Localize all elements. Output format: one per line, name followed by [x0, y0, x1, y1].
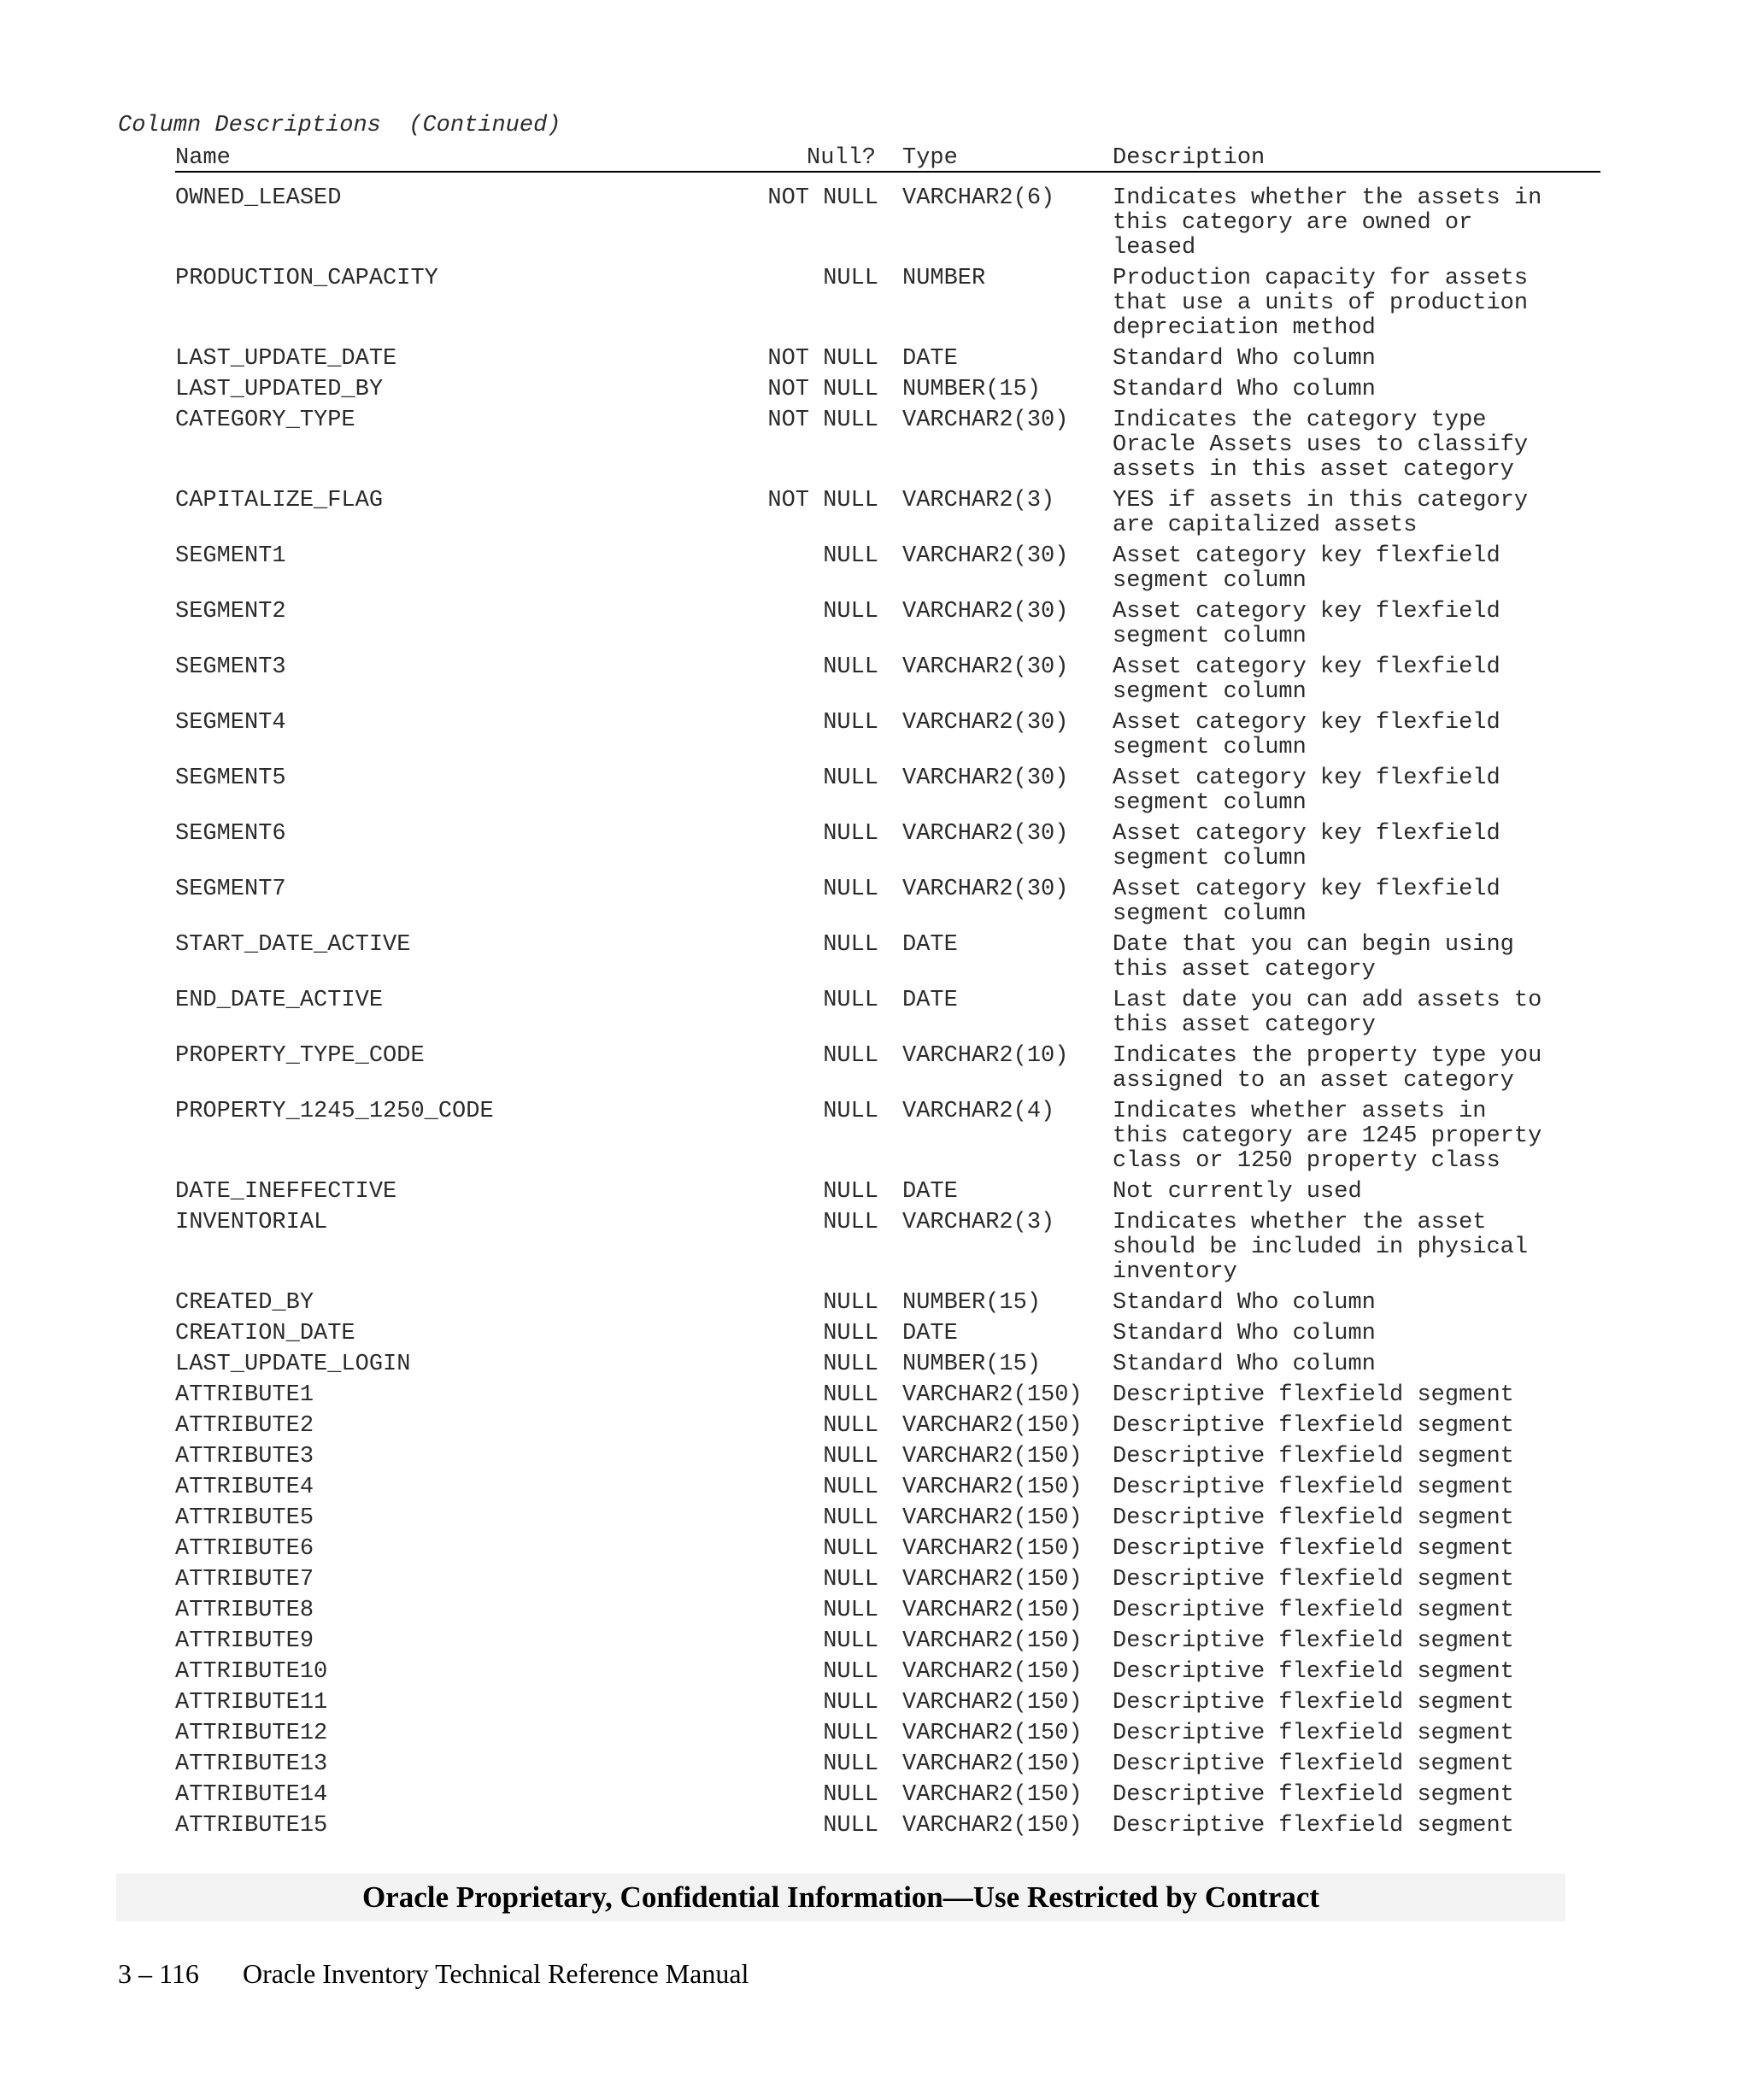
column-name-cell: ATTRIBUTE4	[175, 1475, 314, 1500]
data-type-cell: VARCHAR2(30)	[902, 599, 1069, 625]
column-name-cell: SEGMENT7	[175, 877, 286, 902]
data-type-cell: NUMBER(15)	[902, 1352, 1042, 1377]
nullable-cell: NULL	[823, 1444, 878, 1469]
data-type-cell: VARCHAR2(30)	[902, 877, 1069, 902]
description-cell: YES if assets in this category are capitalized assets	[1113, 488, 1529, 538]
column-name-cell: ATTRIBUTE10	[175, 1659, 328, 1685]
description-cell: Asset category key flexfield segment column	[1113, 710, 1500, 760]
table-row	[0, 933, 1750, 983]
table-row	[0, 600, 1750, 649]
description-cell: Standard Who column	[1113, 1352, 1376, 1377]
table-row	[0, 489, 1750, 538]
nullable-cell: NULL	[823, 710, 878, 736]
column-name-cell: ATTRIBUTE3	[175, 1444, 314, 1469]
column-name-cell: ATTRIBUTE2	[175, 1413, 314, 1439]
nullable-cell: NULL	[823, 1321, 878, 1346]
column-header-description: Description	[1113, 145, 1266, 171]
nullable-cell: NULL	[823, 821, 878, 847]
nullable-cell: NULL	[823, 654, 878, 680]
data-type-cell: VARCHAR2(150)	[902, 1628, 1083, 1654]
nullable-cell: NULL	[823, 1505, 878, 1531]
data-type-cell: NUMBER(15)	[902, 377, 1042, 402]
data-type-cell: VARCHAR2(30)	[902, 821, 1069, 847]
table-row	[0, 877, 1750, 927]
page-number: 3 – 116	[118, 1958, 199, 1989]
column-name-cell: PROPERTY_TYPE_CODE	[175, 1043, 425, 1069]
column-name-cell: INVENTORIAL	[175, 1210, 328, 1235]
column-name-cell: ATTRIBUTE12	[175, 1721, 328, 1746]
column-header-type: Type	[902, 145, 958, 171]
data-type-cell: VARCHAR2(30)	[902, 710, 1069, 736]
nullable-cell: NULL	[823, 1628, 878, 1654]
data-type-cell: DATE	[902, 1321, 958, 1346]
description-cell: Last date you can add assets to this asset category	[1113, 988, 1542, 1038]
description-cell: Indicates the category type Oracle Assets uses to classify assets in this asset category	[1113, 408, 1529, 483]
table-row	[0, 1691, 1750, 1716]
column-name-cell: CAPITALIZE_FLAG	[175, 488, 384, 513]
table-row	[0, 1383, 1750, 1408]
nullable-cell: NULL	[823, 1690, 878, 1716]
column-name-cell: ATTRIBUTE13	[175, 1751, 328, 1777]
data-type-cell: VARCHAR2(3)	[902, 1210, 1055, 1235]
description-cell: Descriptive flexfield segment	[1113, 1659, 1514, 1685]
description-cell: Descriptive flexfield segment	[1113, 1782, 1514, 1808]
description-cell: Descriptive flexfield segment	[1113, 1690, 1514, 1716]
description-cell: Descriptive flexfield segment	[1113, 1382, 1514, 1408]
nullable-cell: NULL	[823, 1099, 878, 1124]
column-table-body	[0, 186, 1750, 1845]
column-name-cell: ATTRIBUTE5	[175, 1505, 314, 1531]
column-name-cell: ATTRIBUTE8	[175, 1598, 314, 1623]
description-cell: Asset category key flexfield segment column	[1113, 654, 1500, 705]
nullable-cell: NULL	[823, 1210, 878, 1235]
column-name-cell: CATEGORY_TYPE	[175, 408, 355, 433]
data-type-cell: VARCHAR2(150)	[902, 1751, 1083, 1777]
column-name-cell: PRODUCTION_CAPACITY	[175, 266, 438, 291]
nullable-cell: NULL	[823, 1536, 878, 1562]
nullable-cell: NULL	[823, 1751, 878, 1777]
column-name-cell: END_DATE_ACTIVE	[175, 988, 384, 1013]
data-type-cell: VARCHAR2(150)	[902, 1659, 1083, 1685]
column-name-cell: ATTRIBUTE7	[175, 1567, 314, 1593]
nullable-cell: NOT NULL	[767, 408, 878, 433]
description-cell: Indicates whether the asset should be included in physical inventory	[1113, 1210, 1529, 1285]
description-cell: Standard Who column	[1113, 1321, 1376, 1346]
column-name-cell: ATTRIBUTE11	[175, 1690, 328, 1716]
data-type-cell: DATE	[902, 988, 958, 1013]
description-cell: Descriptive flexfield segment	[1113, 1567, 1514, 1593]
data-type-cell: VARCHAR2(30)	[902, 408, 1069, 433]
table-row	[0, 186, 1750, 261]
nullable-cell: NULL	[823, 988, 878, 1013]
description-cell: Descriptive flexfield segment	[1113, 1413, 1514, 1439]
manual-title: Oracle Inventory Technical Reference Manual	[243, 1958, 749, 1989]
data-type-cell: VARCHAR2(150)	[902, 1475, 1083, 1500]
column-name-cell: SEGMENT5	[175, 766, 286, 791]
table-row	[0, 408, 1750, 483]
nullable-cell: NOT NULL	[767, 488, 878, 513]
data-type-cell: VARCHAR2(3)	[902, 488, 1055, 513]
table-row	[0, 267, 1750, 341]
table-row	[0, 822, 1750, 871]
table-row	[0, 711, 1750, 760]
table-row	[0, 1180, 1750, 1205]
column-header-name: Name	[175, 145, 231, 171]
data-type-cell: VARCHAR2(30)	[902, 654, 1069, 680]
data-type-cell: VARCHAR2(150)	[902, 1721, 1083, 1746]
table-row	[0, 1506, 1750, 1531]
description-cell: Asset category key flexfield segment column	[1113, 766, 1500, 816]
nullable-cell: NULL	[823, 599, 878, 625]
nullable-cell: NULL	[823, 1043, 878, 1069]
table-row	[0, 1660, 1750, 1685]
nullable-cell: NULL	[823, 1567, 878, 1593]
description-cell: Indicates whether assets in this category are 1245 property class or 1250 property class	[1113, 1099, 1542, 1174]
description-cell: Indicates whether the assets in this category are owned or leased	[1113, 185, 1542, 261]
data-type-cell: NUMBER(15)	[902, 1290, 1042, 1316]
nullable-cell: NULL	[823, 1659, 878, 1685]
data-type-cell: VARCHAR2(150)	[902, 1567, 1083, 1593]
column-name-cell: LAST_UPDATE_LOGIN	[175, 1352, 411, 1377]
data-type-cell: DATE	[902, 1179, 958, 1205]
table-row	[0, 988, 1750, 1038]
description-cell: Indicates the property type you assigned to an asset category	[1113, 1043, 1542, 1094]
confidentiality-banner: Oracle Proprietary, Confidential Information––Use Restricted by Contract	[116, 1874, 1565, 1921]
column-name-cell: CREATION_DATE	[175, 1321, 355, 1346]
nullable-cell: NOT NULL	[767, 377, 878, 402]
description-cell: Descriptive flexfield segment	[1113, 1444, 1514, 1469]
nullable-cell: NULL	[823, 1179, 878, 1205]
table-row	[0, 1445, 1750, 1469]
table-row	[0, 1414, 1750, 1439]
description-cell: Standard Who column	[1113, 377, 1376, 402]
data-type-cell: DATE	[902, 346, 958, 372]
table-row	[0, 1568, 1750, 1593]
nullable-cell: NULL	[823, 1352, 878, 1377]
column-name-cell: ATTRIBUTE9	[175, 1628, 314, 1654]
column-header-null: Null?	[807, 145, 877, 171]
nullable-cell: NULL	[823, 1782, 878, 1808]
description-cell: Descriptive flexfield segment	[1113, 1721, 1514, 1746]
description-cell: Asset category key flexfield segment column	[1113, 877, 1500, 927]
table-row	[0, 1629, 1750, 1654]
table-row	[0, 1475, 1750, 1500]
column-name-cell: START_DATE_ACTIVE	[175, 932, 411, 958]
table-row	[0, 1598, 1750, 1623]
nullable-cell: NULL	[823, 1413, 878, 1439]
nullable-cell: NULL	[823, 1598, 878, 1623]
table-row	[0, 1322, 1750, 1346]
description-cell: Asset category key flexfield segment column	[1113, 821, 1500, 871]
table-row	[0, 1100, 1750, 1174]
nullable-cell: NULL	[823, 1475, 878, 1500]
description-cell: Descriptive flexfield segment	[1113, 1628, 1514, 1654]
column-name-cell: SEGMENT4	[175, 710, 286, 736]
column-name-cell: SEGMENT2	[175, 599, 286, 625]
data-type-cell: VARCHAR2(150)	[902, 1444, 1083, 1469]
table-row	[0, 1752, 1750, 1777]
description-cell: Descriptive flexfield segment	[1113, 1751, 1514, 1777]
table-row	[0, 1291, 1750, 1316]
nullable-cell: NULL	[823, 1382, 878, 1408]
data-type-cell: NUMBER	[902, 266, 986, 291]
nullable-cell: NULL	[823, 932, 878, 958]
data-type-cell: VARCHAR2(30)	[902, 766, 1069, 791]
column-name-cell: OWNED_LEASED	[175, 185, 342, 211]
nullable-cell: NULL	[823, 1721, 878, 1746]
page-footer	[118, 1958, 749, 1990]
table-row	[0, 347, 1750, 372]
description-cell: Standard Who column	[1113, 1290, 1376, 1316]
nullable-cell: NOT NULL	[767, 346, 878, 372]
nullable-cell: NULL	[823, 1290, 878, 1316]
data-type-cell: VARCHAR2(150)	[902, 1813, 1083, 1839]
table-row	[0, 1722, 1750, 1746]
table-row	[0, 1537, 1750, 1562]
table-row	[0, 1211, 1750, 1285]
column-name-cell: PROPERTY_1245_1250_CODE	[175, 1099, 494, 1124]
data-type-cell: VARCHAR2(150)	[902, 1536, 1083, 1562]
column-name-cell: SEGMENT6	[175, 821, 286, 847]
column-name-cell: LAST_UPDATED_BY	[175, 377, 384, 402]
data-type-cell: VARCHAR2(10)	[902, 1043, 1069, 1069]
description-cell: Descriptive flexfield segment	[1113, 1536, 1514, 1562]
column-name-cell: DATE_INEFFECTIVE	[175, 1179, 397, 1205]
table-row	[0, 1352, 1750, 1377]
nullable-cell: NULL	[823, 877, 878, 902]
description-cell: Date that you can begin using this asset category	[1113, 932, 1514, 983]
description-cell: Asset category key flexfield segment column	[1113, 599, 1500, 649]
nullable-cell: NULL	[823, 543, 878, 569]
section-caption: Column Descriptions (Continued)	[118, 113, 561, 138]
nullable-cell: NULL	[823, 766, 878, 791]
description-cell: Descriptive flexfield segment	[1113, 1505, 1514, 1531]
data-type-cell: VARCHAR2(4)	[902, 1099, 1055, 1124]
column-name-cell: CREATED_BY	[175, 1290, 314, 1316]
table-row	[0, 544, 1750, 594]
data-type-cell: VARCHAR2(150)	[902, 1413, 1083, 1439]
table-row	[0, 1814, 1750, 1839]
description-cell: Descriptive flexfield segment	[1113, 1813, 1514, 1839]
data-type-cell: VARCHAR2(150)	[902, 1505, 1083, 1531]
column-name-cell: SEGMENT1	[175, 543, 286, 569]
column-name-cell: SEGMENT3	[175, 654, 286, 680]
nullable-cell: NULL	[823, 1813, 878, 1839]
table-row	[0, 766, 1750, 816]
description-cell: Production capacity for assets that use a units of production depreciation method	[1113, 266, 1529, 341]
description-cell: Not currently used	[1113, 1179, 1362, 1205]
data-type-cell: VARCHAR2(150)	[902, 1382, 1083, 1408]
data-type-cell: VARCHAR2(150)	[902, 1782, 1083, 1808]
description-cell: Standard Who column	[1113, 346, 1376, 372]
description-cell: Asset category key flexfield segment column	[1113, 543, 1500, 594]
nullable-cell: NOT NULL	[767, 185, 878, 211]
description-cell: Descriptive flexfield segment	[1113, 1475, 1514, 1500]
column-name-cell: ATTRIBUTE6	[175, 1536, 314, 1562]
table-row	[0, 1044, 1750, 1094]
column-name-cell: ATTRIBUTE15	[175, 1813, 328, 1839]
table-row	[0, 1783, 1750, 1808]
column-name-cell: LAST_UPDATE_DATE	[175, 346, 397, 372]
header-rule	[175, 171, 1600, 173]
data-type-cell: DATE	[902, 932, 958, 958]
table-row	[0, 378, 1750, 402]
data-type-cell: VARCHAR2(150)	[902, 1598, 1083, 1623]
data-type-cell: VARCHAR2(30)	[902, 543, 1069, 569]
data-type-cell: VARCHAR2(6)	[902, 185, 1055, 211]
table-row	[0, 655, 1750, 705]
data-type-cell: VARCHAR2(150)	[902, 1690, 1083, 1716]
nullable-cell: NULL	[823, 266, 878, 291]
column-name-cell: ATTRIBUTE14	[175, 1782, 328, 1808]
column-name-cell: ATTRIBUTE1	[175, 1382, 314, 1408]
description-cell: Descriptive flexfield segment	[1113, 1598, 1514, 1623]
